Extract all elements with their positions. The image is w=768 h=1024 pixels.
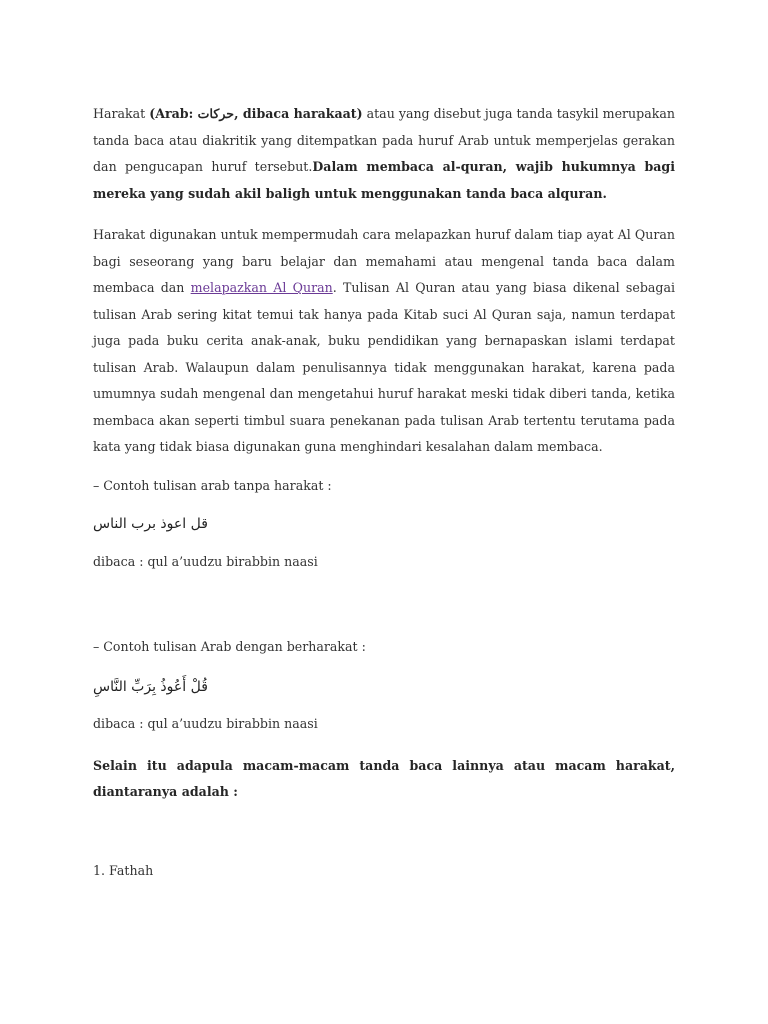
document-page xyxy=(93,101,675,884)
example1-label: – Contoh tulisan arab tanpa harakat : xyxy=(93,477,332,493)
example2-label: – Contoh tulisan Arab dengan berharakat : xyxy=(93,638,366,654)
intro-bold-statement: Dalam membaca al-quran, wajib hukumnya bagi mereka yang sudah akil baligh untuk menggunakan tanda baca alquran. xyxy=(93,159,675,201)
harakat-text-2: . Tulisan Al Quran atau yang biasa dikenal sebagai tulisan Arab sering kitat temui tak hanya pada Kitab suci Al Quran saja, namun terdapat juga pada buku cerita anak-anak, buku pendidikan yang bernapaskan islami terdapat tulisan Arab. Walaupun dalam penulisannya tidak menggunakan harakat, karena pada umumnya sudah mengenal dan mengetahui huruf harakat meski tidak diberi tanda, ketika membaca akan seperti timbul suara penekanan pada tulisan Arab tertentu terutama pada kata yang tidak biasa digunakan guna menghindari kesalahan dalam membaca. xyxy=(93,280,675,454)
example2-arabic: قُلْ أَعُوذُ بِرَبِّ النَّاسِ xyxy=(93,679,208,695)
harakat-paragraph xyxy=(93,222,675,461)
intro-bold-arab: (Arab: حركات, dibaca harakaat) xyxy=(149,106,363,121)
example2-reading: dibaca : qul a’uudzu birabbin naasi xyxy=(93,716,318,731)
intro-text-1: Harakat xyxy=(93,106,150,121)
harakat-text-1: Harakat digunakan untuk mempermudah cara melapazkan huruf dalam tiap ayat Al Quran bagi seseorang yang baru belajar dan memahami atau mengenal tanda baca dalam membaca dan xyxy=(93,227,675,295)
intro-text-2: atau yang disebut juga tanda tasykil merupakan tanda baca atau diakritik yang ditempatkan pada huruf Arab untuk memperjelas gerakan dan pengucapan huruf tersebut. xyxy=(93,106,675,174)
example1-reading: dibaca : qul a’uudzu birabbin naasi xyxy=(93,554,318,569)
harakat-types-intro: Selain itu adapula macam-macam tanda baca lainnya atau macam harakat, diantaranya adalah : xyxy=(93,757,675,799)
melapazkan-link[interactable]: melapazkan Al Quran xyxy=(190,280,333,295)
example1-arabic: قل اعوذ برب الناس xyxy=(93,516,208,532)
list-item-fathah: 1. Fathah xyxy=(93,862,154,878)
intro-paragraph xyxy=(93,101,675,207)
